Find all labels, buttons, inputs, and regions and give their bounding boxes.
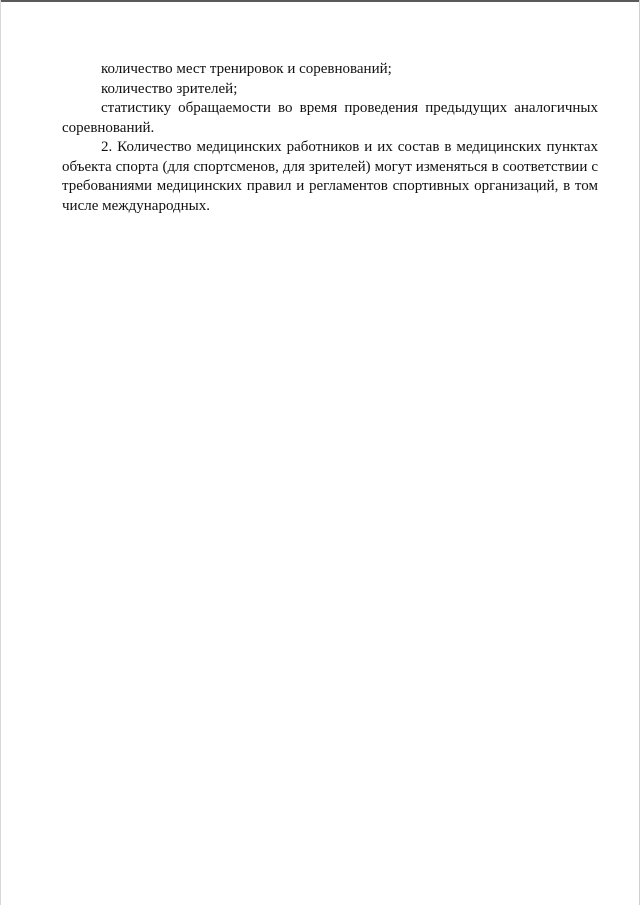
paragraph-spectators: количество зрителей;	[101, 80, 238, 97]
paragraph-statistics: статистику обращаемости во время проведения предыдущих аналогичных соревнований.	[62, 100, 598, 136]
paragraph-training-venues: количество мест тренировок и соревнований;	[101, 61, 392, 77]
scan-border-top	[0, 0, 640, 2]
document-body	[62, 60, 598, 216]
paragraph-medical-staff: 2. Количество медицинских работников и их состав в медицинских пунктах объекта спорта (для спортсменов, для зрителей) могут изменяться в соответствии с требованиями медицинских правил и регламентов спортивных организаций, в том числе международных.	[62, 139, 598, 214]
scan-border-left	[0, 0, 1, 905]
